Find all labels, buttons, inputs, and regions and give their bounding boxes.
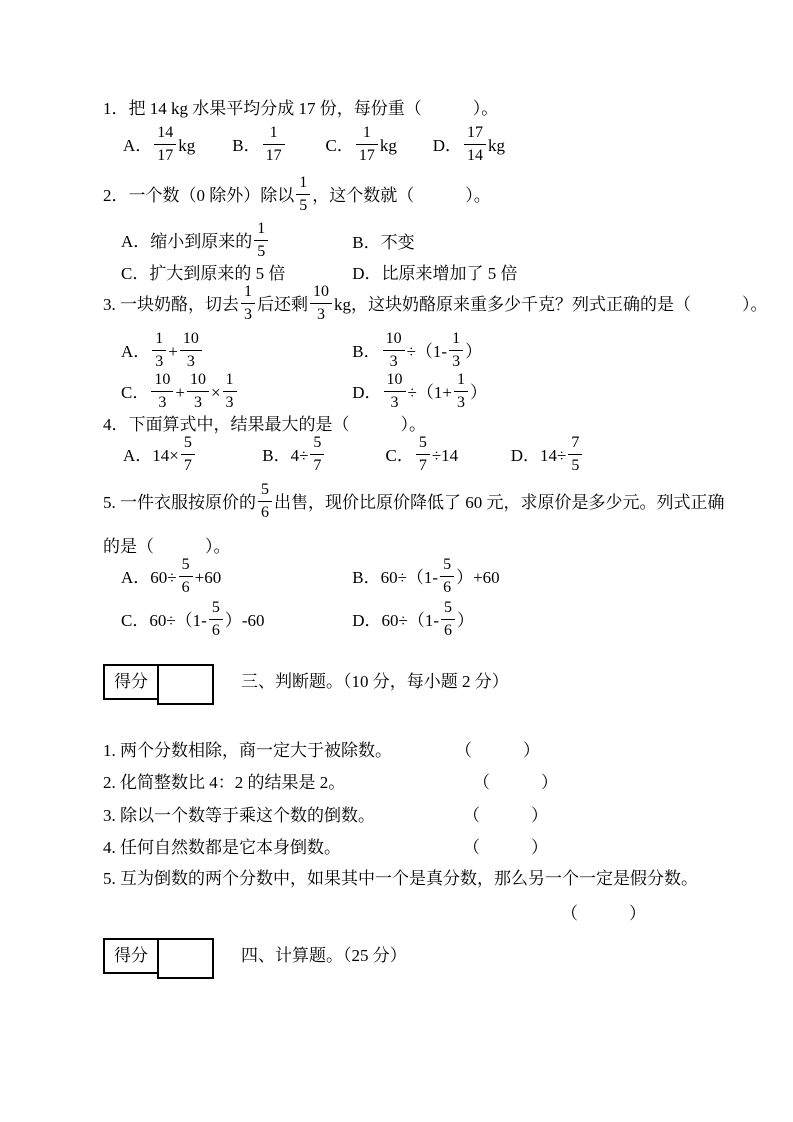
score-input-cell-2[interactable] — [157, 938, 214, 979]
fraction: $\frac{5}{6}$ — [440, 556, 454, 598]
fraction: $\frac{5}{6}$ — [179, 556, 193, 598]
score-input-cell[interactable] — [157, 664, 214, 705]
choice-q1-option-c: C． $\frac{1}{17}$ kg — [325, 124, 397, 165]
choice-q5-options-row-2 — [103, 601, 474, 643]
fraction: $\frac{1}{5}$ — [254, 220, 268, 262]
choice-q3-stem: 3. 一块奶酪，切去 $\frac{1}{3}$ 后还剩 $\frac{10}{3}$ kg，这块奶酪原来重多少千克？列式正确的是（ ）。 — [103, 283, 768, 324]
choice-q2-option-b: B．不变 — [352, 232, 415, 252]
choice-q4-stem: 4．下面算式中，结果最大的是（ ）。 — [103, 415, 426, 434]
fraction: $\frac{1}{5}$ — [296, 174, 310, 216]
page-content — [103, 0, 793, 1122]
choice-q1-option-a: A． $\frac{14}{17}$ kg — [123, 124, 196, 165]
section-judgment-header — [103, 664, 509, 705]
choice-q4-option-b: B．4÷ $\frac{5}{7}$ — [262, 436, 381, 478]
choice-q2-option-d: D．比原来增加了 5 倍 — [352, 264, 518, 284]
fraction: $\frac{5}{7}$ — [181, 434, 195, 476]
judgment-item-4-text: 4. 任何自然数都是它本身倒数。 — [103, 838, 341, 857]
choice-q5-stem-line-1: 5. 一件衣服按原价的 $\frac{5}{6}$ 出售，现价比原价降低了 60 元，求原价是多少元。列式正确 — [103, 481, 725, 522]
fraction: $\frac{5}{6}$ — [441, 599, 455, 641]
score-box — [103, 664, 214, 705]
fraction: $\frac{10}{3}$ — [383, 330, 405, 372]
fraction: $\frac{10}{3}$ — [151, 371, 173, 413]
choice-q3-option-b: B． $\frac{10}{3}$ ÷（1- $\frac{1}{3}$ ） — [352, 330, 483, 371]
choice-q3-option-a: A． $\frac{1}{3}$ + $\frac{10}{3}$ — [121, 332, 348, 374]
section-judgment-title: 三、判断题。（10 分，每小题 2 分） — [241, 672, 509, 691]
judgment-item-2-text: 2. 化简整数比 4：2 的结果是 2。 — [103, 773, 346, 792]
choice-q1-option-b: B． $\frac{1}{17}$ — [232, 126, 321, 168]
fraction: $\frac{5}{7}$ — [310, 434, 324, 476]
fraction: $\frac{7}{5}$ — [568, 434, 582, 476]
choice-q1-option-d: D． $\frac{17}{14}$ kg — [432, 124, 506, 165]
score-label-cell-2: 得分 — [103, 938, 159, 974]
judgment-item-1-text: 1. 两个分数相除，商一定大于被除数。 — [103, 741, 392, 760]
choice-q5-option-a: A．60÷ $\frac{5}{6}$ +60 — [121, 556, 222, 597]
choice-q5-option-b: B．60÷（1- $\frac{5}{6}$ ）+60 — [352, 556, 500, 597]
judgment-item-4-answer-blank[interactable]: （ ） — [463, 838, 548, 857]
fraction: $\frac{10}{3}$ — [180, 330, 202, 372]
choice-q5-option-d: D．60÷（1- $\frac{5}{6}$ ） — [352, 599, 475, 640]
choice-q2-options-row-2 — [103, 262, 518, 285]
fraction: $\frac{10}{3}$ — [310, 283, 332, 325]
fraction: $\frac{1}{3}$ — [449, 330, 463, 372]
fraction: $\frac{1}{3}$ — [223, 371, 237, 413]
judgment-item-2 — [103, 772, 558, 794]
fraction: $\frac{5}{6}$ — [209, 599, 223, 641]
fraction: $\frac{10}{3}$ — [384, 371, 406, 413]
judgment-item-1 — [103, 740, 540, 762]
choice-q4-options — [103, 436, 584, 478]
choice-q5-options-row-1 — [103, 558, 500, 600]
choice-q3-option-d: D． $\frac{10}{3}$ ÷（1+ $\frac{1}{3}$ ） — [352, 371, 487, 412]
choice-q5-stem-line-2: 的是（ ）。 — [103, 537, 231, 556]
judgment-item-4 — [103, 837, 548, 859]
choice-q2-stem: 2．一个数（0 除外）除以 $\frac{1}{5}$ ，这个数就（ ）。 — [103, 174, 491, 215]
judgment-item-5 — [103, 868, 698, 890]
choice-q3-option-c: C． $\frac{10}{3}$ + $\frac{10}{3}$ × $\frac{1}{3}$ — [121, 373, 348, 415]
choice-q4-option-c: C． $\frac{5}{7}$ ÷14 — [385, 434, 459, 475]
choice-q4-option-d: D．14÷ $\frac{7}{5}$ — [511, 436, 585, 478]
choice-q5-option-c: C．60÷（1- $\frac{5}{6}$ ）-60 — [121, 599, 265, 640]
fraction: $\frac{1}{3}$ — [241, 283, 255, 325]
judgment-item-2-answer-blank[interactable]: （ ） — [473, 773, 558, 792]
judgment-item-3-text: 3. 除以一个数等于乘这个数的倒数。 — [103, 806, 375, 825]
choice-q2-option-c: C．扩大到原来的 5 倍 — [121, 264, 286, 284]
judgment-item-1-answer-blank[interactable]: （ ） — [455, 741, 540, 760]
fraction: $\frac{1}{17}$ — [263, 124, 285, 166]
fraction: $\frac{14}{17}$ — [154, 124, 176, 166]
score-label-cell: 得分 — [103, 664, 159, 700]
fraction: $\frac{17}{14}$ — [464, 124, 486, 166]
judgment-item-5-text: 5. 互为倒数的两个分数中，如果其中一个是真分数，那么另一个一定是假分数。 — [103, 869, 698, 888]
choice-q3-options-row-1 — [103, 332, 482, 374]
fraction: $\frac{1}{3}$ — [454, 371, 468, 413]
score-box-2 — [103, 938, 214, 979]
choice-q1-options — [103, 126, 505, 168]
judgment-item-3-answer-blank[interactable]: （ ） — [463, 806, 548, 825]
choice-q1-stem: 1．把 14 kg 水果平均分成 17 份，每份重（ ）。 — [103, 99, 499, 118]
judgment-item-5-answer-blank[interactable]: （ ） — [561, 904, 646, 923]
choice-q2-options-row-1 — [103, 222, 415, 264]
section-calculation-title: 四、计算题。（25 分） — [241, 946, 407, 965]
fraction: $\frac{1}{3}$ — [152, 330, 166, 372]
fraction: $\frac{10}{3}$ — [187, 371, 209, 413]
choice-q3-options-row-2 — [103, 373, 487, 415]
choice-q4-option-a: A．14× $\frac{5}{7}$ — [123, 436, 258, 478]
section-calculation-header — [103, 938, 407, 979]
judgment-item-3 — [103, 805, 548, 827]
choice-q2-option-a: A．缩小到原来的 $\frac{1}{5}$ — [121, 222, 348, 264]
fraction: $\frac{5}{7}$ — [416, 434, 430, 476]
fraction: $\frac{5}{6}$ — [258, 481, 272, 523]
fraction: $\frac{1}{17}$ — [356, 124, 378, 166]
